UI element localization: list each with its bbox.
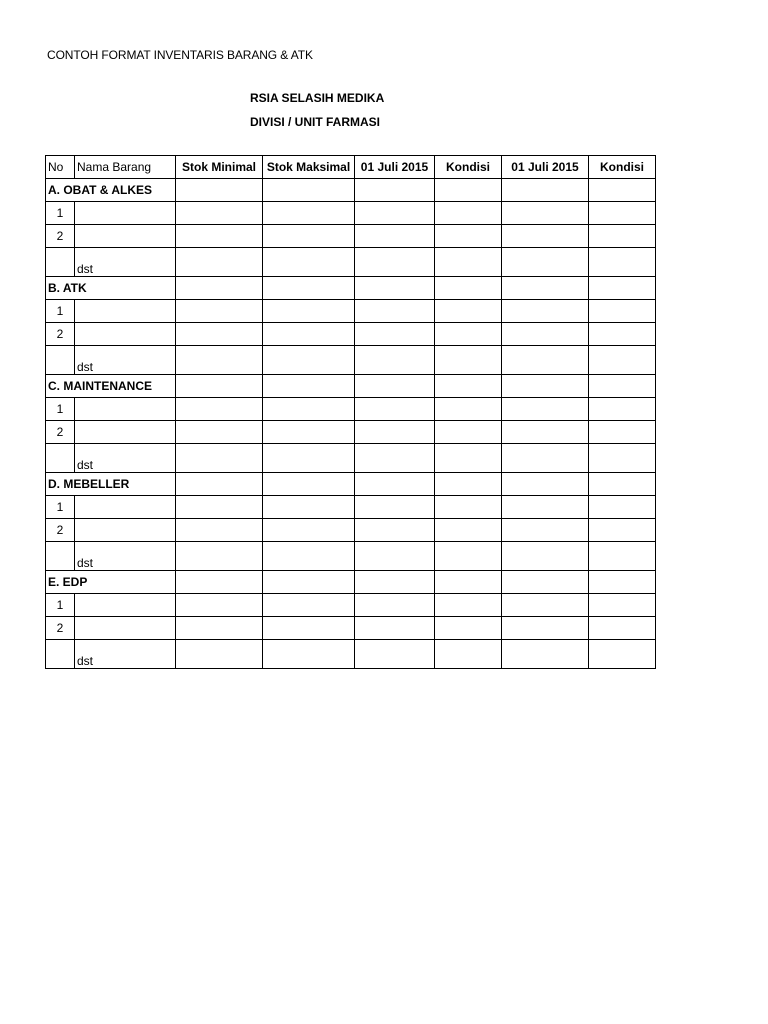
item-name-cell — [75, 323, 176, 346]
row-number — [46, 444, 75, 473]
row-number: 2 — [46, 225, 75, 248]
condition-2-cell — [589, 444, 656, 473]
date-2-cell — [502, 421, 589, 444]
item-name-cell — [75, 202, 176, 225]
section-title: E. EDP — [46, 571, 176, 594]
table-row — [46, 617, 656, 640]
min-stock-cell — [176, 640, 263, 669]
section-row — [46, 179, 656, 202]
condition-1-cell — [435, 248, 502, 277]
max-stock-cell — [263, 594, 355, 617]
date-1-cell — [355, 519, 435, 542]
date-2-cell — [502, 617, 589, 640]
date-1-cell — [355, 346, 435, 375]
min-stock-cell — [176, 323, 263, 346]
date-1-cell — [355, 421, 435, 444]
section-row — [46, 473, 656, 496]
date-1-cell — [355, 179, 435, 202]
date-1-cell — [355, 594, 435, 617]
table-row — [46, 421, 656, 444]
max-stock-cell — [263, 617, 355, 640]
date-1-cell — [355, 473, 435, 496]
date-2-cell — [502, 225, 589, 248]
condition-1-cell — [435, 375, 502, 398]
date-2-cell — [502, 277, 589, 300]
max-stock-cell — [263, 346, 355, 375]
condition-1-cell — [435, 640, 502, 669]
condition-2-cell — [589, 519, 656, 542]
min-stock-cell — [176, 421, 263, 444]
section-title: B. ATK — [46, 277, 176, 300]
table-row — [46, 248, 656, 277]
date-1-cell — [355, 202, 435, 225]
document-heading: CONTOH FORMAT INVENTARIS BARANG & ATK — [47, 48, 313, 62]
date-1-cell — [355, 277, 435, 300]
max-stock-cell — [263, 473, 355, 496]
row-number: 2 — [46, 519, 75, 542]
condition-2-cell — [589, 179, 656, 202]
condition-2-cell — [589, 248, 656, 277]
min-stock-cell — [176, 202, 263, 225]
date-2-cell — [502, 473, 589, 496]
row-number: 1 — [46, 398, 75, 421]
condition-2-cell — [589, 496, 656, 519]
condition-2-cell — [589, 571, 656, 594]
row-number — [46, 248, 75, 277]
date-2-cell — [502, 542, 589, 571]
date-2-cell — [502, 594, 589, 617]
date-1-cell — [355, 640, 435, 669]
section-row — [46, 571, 656, 594]
date-2-cell — [502, 248, 589, 277]
condition-1-cell — [435, 519, 502, 542]
condition-2-cell — [589, 202, 656, 225]
min-stock-cell — [176, 398, 263, 421]
min-stock-cell — [176, 248, 263, 277]
item-name-cell: dst — [75, 346, 176, 375]
row-number — [46, 346, 75, 375]
max-stock-cell — [263, 444, 355, 473]
max-stock-cell — [263, 421, 355, 444]
date-1-cell — [355, 444, 435, 473]
max-stock-cell — [263, 640, 355, 669]
table-row — [46, 594, 656, 617]
min-stock-cell — [176, 346, 263, 375]
row-number: 2 — [46, 323, 75, 346]
row-number: 2 — [46, 421, 75, 444]
condition-1-cell — [435, 398, 502, 421]
column-header-max-stock: Stok Maksimal — [263, 156, 355, 179]
section-title: C. MAINTENANCE — [46, 375, 176, 398]
min-stock-cell — [176, 519, 263, 542]
max-stock-cell — [263, 375, 355, 398]
item-name-cell: dst — [75, 640, 176, 669]
max-stock-cell — [263, 542, 355, 571]
condition-1-cell — [435, 202, 502, 225]
min-stock-cell — [176, 375, 263, 398]
max-stock-cell — [263, 202, 355, 225]
min-stock-cell — [176, 594, 263, 617]
date-1-cell — [355, 300, 435, 323]
column-header-date-1: 01 Juli 2015 — [355, 156, 435, 179]
table-row — [46, 519, 656, 542]
date-2-cell — [502, 179, 589, 202]
date-2-cell — [502, 519, 589, 542]
date-1-cell — [355, 225, 435, 248]
table-row — [46, 542, 656, 571]
condition-1-cell — [435, 346, 502, 375]
condition-1-cell — [435, 277, 502, 300]
date-2-cell — [502, 375, 589, 398]
max-stock-cell — [263, 571, 355, 594]
condition-2-cell — [589, 421, 656, 444]
date-1-cell — [355, 496, 435, 519]
max-stock-cell — [263, 519, 355, 542]
table-row — [46, 496, 656, 519]
date-1-cell — [355, 248, 435, 277]
table-row — [46, 202, 656, 225]
table-row — [46, 398, 656, 421]
date-2-cell — [502, 571, 589, 594]
table-row — [46, 323, 656, 346]
item-name-cell: dst — [75, 248, 176, 277]
date-2-cell — [502, 202, 589, 225]
date-1-cell — [355, 542, 435, 571]
condition-2-cell — [589, 640, 656, 669]
max-stock-cell — [263, 323, 355, 346]
condition-1-cell — [435, 594, 502, 617]
row-number: 1 — [46, 594, 75, 617]
min-stock-cell — [176, 277, 263, 300]
condition-1-cell — [435, 571, 502, 594]
condition-2-cell — [589, 542, 656, 571]
date-2-cell — [502, 640, 589, 669]
item-name-cell — [75, 421, 176, 444]
date-1-cell — [355, 571, 435, 594]
table-row — [46, 444, 656, 473]
item-name-cell — [75, 225, 176, 248]
max-stock-cell — [263, 225, 355, 248]
item-name-cell — [75, 594, 176, 617]
section-title: A. OBAT & ALKES — [46, 179, 176, 202]
row-number: 2 — [46, 617, 75, 640]
condition-1-cell — [435, 225, 502, 248]
table-row — [46, 640, 656, 669]
date-1-cell — [355, 323, 435, 346]
date-2-cell — [502, 444, 589, 473]
column-header-no: No — [46, 156, 75, 179]
item-name-cell — [75, 617, 176, 640]
item-name-cell — [75, 496, 176, 519]
condition-1-cell — [435, 179, 502, 202]
row-number: 1 — [46, 300, 75, 323]
column-header-min-stock: Stok Minimal — [176, 156, 263, 179]
date-1-cell — [355, 398, 435, 421]
date-2-cell — [502, 323, 589, 346]
table-row — [46, 300, 656, 323]
date-2-cell — [502, 398, 589, 421]
section-title: D. MEBELLER — [46, 473, 176, 496]
condition-2-cell — [589, 300, 656, 323]
max-stock-cell — [263, 496, 355, 519]
condition-2-cell — [589, 398, 656, 421]
condition-1-cell — [435, 542, 502, 571]
row-number — [46, 542, 75, 571]
condition-1-cell — [435, 421, 502, 444]
item-name-cell — [75, 300, 176, 323]
item-name-cell — [75, 519, 176, 542]
min-stock-cell — [176, 571, 263, 594]
table-header-row — [46, 156, 656, 179]
item-name-cell — [75, 398, 176, 421]
date-2-cell — [502, 300, 589, 323]
max-stock-cell — [263, 300, 355, 323]
condition-2-cell — [589, 473, 656, 496]
min-stock-cell — [176, 179, 263, 202]
min-stock-cell — [176, 473, 263, 496]
column-header-item-name: Nama Barang — [75, 156, 176, 179]
date-1-cell — [355, 617, 435, 640]
condition-2-cell — [589, 594, 656, 617]
condition-2-cell — [589, 346, 656, 375]
condition-2-cell — [589, 225, 656, 248]
column-header-condition-2: Kondisi — [589, 156, 656, 179]
table-row — [46, 225, 656, 248]
min-stock-cell — [176, 496, 263, 519]
condition-2-cell — [589, 375, 656, 398]
section-row — [46, 277, 656, 300]
row-number — [46, 640, 75, 669]
date-1-cell — [355, 375, 435, 398]
date-2-cell — [502, 496, 589, 519]
row-number: 1 — [46, 202, 75, 225]
max-stock-cell — [263, 398, 355, 421]
column-header-condition-1: Kondisi — [435, 156, 502, 179]
max-stock-cell — [263, 179, 355, 202]
table-row — [46, 346, 656, 375]
max-stock-cell — [263, 248, 355, 277]
condition-1-cell — [435, 300, 502, 323]
section-row — [46, 375, 656, 398]
row-number: 1 — [46, 496, 75, 519]
min-stock-cell — [176, 542, 263, 571]
condition-1-cell — [435, 323, 502, 346]
max-stock-cell — [263, 277, 355, 300]
institution-title: RSIA SELASIH MEDIKA — [250, 91, 385, 105]
min-stock-cell — [176, 300, 263, 323]
item-name-cell: dst — [75, 542, 176, 571]
inventory-table-body — [46, 156, 656, 669]
condition-1-cell — [435, 473, 502, 496]
min-stock-cell — [176, 225, 263, 248]
inventory-table — [45, 155, 656, 669]
date-2-cell — [502, 346, 589, 375]
condition-2-cell — [589, 323, 656, 346]
column-header-date-2: 01 Juli 2015 — [502, 156, 589, 179]
min-stock-cell — [176, 617, 263, 640]
condition-2-cell — [589, 617, 656, 640]
condition-2-cell — [589, 277, 656, 300]
condition-1-cell — [435, 444, 502, 473]
condition-1-cell — [435, 617, 502, 640]
division-title: DIVISI / UNIT FARMASI — [250, 115, 381, 129]
min-stock-cell — [176, 444, 263, 473]
item-name-cell: dst — [75, 444, 176, 473]
condition-1-cell — [435, 496, 502, 519]
